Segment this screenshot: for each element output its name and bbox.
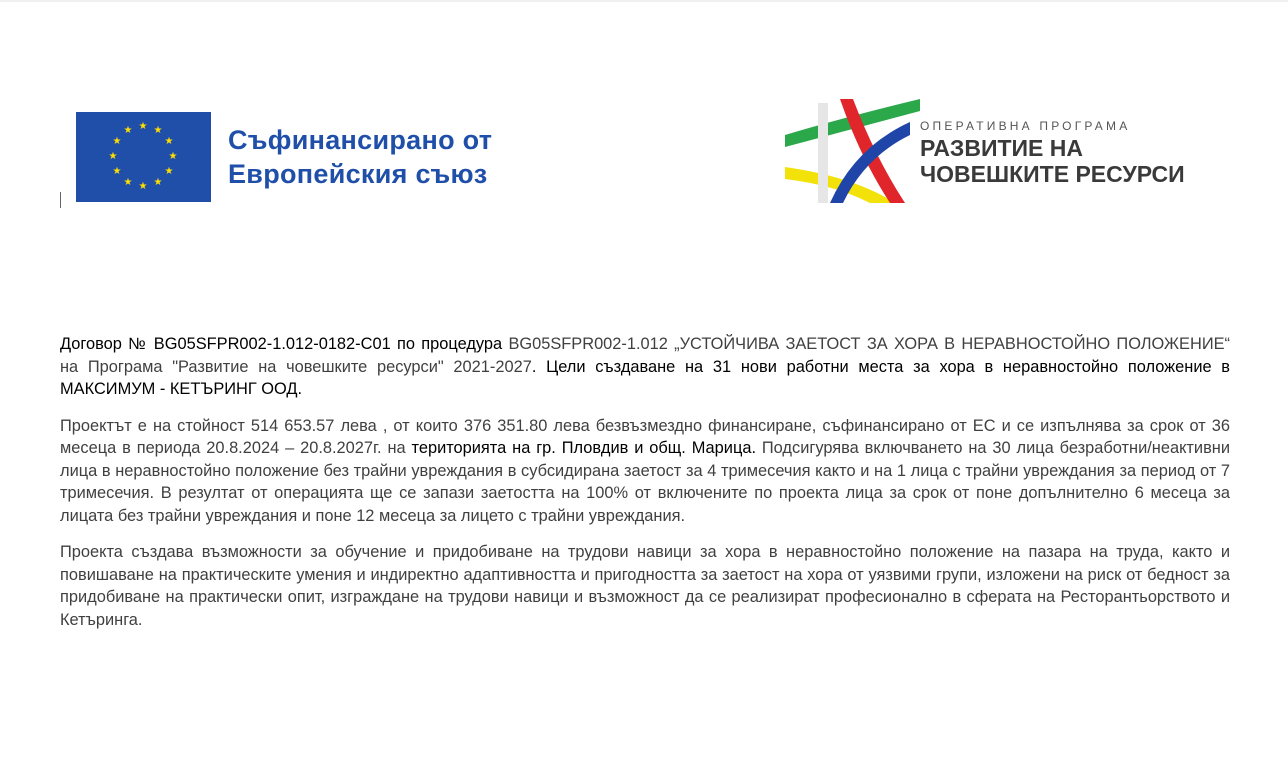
- top-border: [0, 0, 1288, 2]
- human-resources-programme-logo: [785, 97, 1205, 203]
- eu-star-icon: ★: [112, 136, 122, 147]
- project-description: [60, 333, 1230, 645]
- contract-paragraph: [60, 333, 1230, 401]
- eu-star-icon: ★: [153, 125, 163, 137]
- eu-star-icon: ★: [168, 151, 178, 162]
- eu-star-icon: ★: [153, 176, 163, 188]
- eu-star-icon: ★: [123, 176, 133, 188]
- eu-cofunded-logo: [76, 112, 492, 202]
- programme-logo-title: [920, 135, 1185, 187]
- eu-logo-line1: Съфинансирано от: [228, 125, 493, 155]
- eu-star-icon: ★: [138, 121, 148, 132]
- project-value-text: Проектът е на стойност 514 653.57 лева , от които 376 351.80 лева безвъзмездно финансиране, съфинансирано от ЕС и се изпълнява за срок от 36 месеца в периода 20.8.2024 – 20.8.2027г. на: [60, 416, 1230, 457]
- procedure-name: BG05SFPR002-1.012 „УСТОЙЧИВА ЗАЕТОСТ ЗА ХОРА В НЕРАВНОСТОЙНО ПОЛОЖЕНИЕ“ на Програма "Развитие на човешките ресурси" 2021-2027: [60, 335, 1230, 376]
- project-results-text: Подсигурява включването на 30 лица безработни/неактивни лица в неравностойно положение без трайни увреждания в субсидирана заетост за 4 тримесечия както и на 1 лица с трайни увреждания за период от 7 тримесечия. В резултат от операцията ще се запази заетостта на 100% от включените по проекта лица за срок от поне допълнително 6 месеца за лицата без трайни увреждания и поне 12 месеца за лицето с трайни увреждания.: [60, 439, 1230, 525]
- contract-number: Договор № BG05SFPR002-1.012-0182-C01 по процедура: [60, 335, 509, 353]
- text-cursor: [60, 192, 61, 208]
- eu-star-icon: ★: [123, 125, 133, 137]
- programme-logo-line1: РАЗВИТИЕ НА: [920, 135, 1084, 161]
- eu-star-icon: ★: [108, 151, 118, 162]
- programme-emblem-icon: [785, 97, 920, 203]
- eu-star-icon: ★: [164, 136, 174, 147]
- eu-logo-line2: Европейския съюз: [228, 159, 488, 189]
- project-goal: . Цели създаване на 31 нови работни места за хора в неравностойно положение в МАКСИМУМ - КЕТЪРИНГ ООД.: [60, 357, 1231, 398]
- eu-star-icon: ★: [112, 166, 122, 177]
- eu-star-icon: ★: [138, 181, 148, 192]
- project-value-paragraph: [60, 415, 1230, 528]
- project-opportunities-paragraph: Проекта създава възможности за обучение и придобиване на трудови навици за хора в неравностойно положение на пазара на труда, както и повишаване на практическите умения и индиректно адаптивността и пригодността за заетост на хора от уязвими групи, изложени на риск от бедност за придобиване на практически опит, изграждане на трудови навици и възможност да се реализират професионално в сферата на Ресторантьорството и Кетъринга.: [60, 543, 1230, 629]
- programme-logo-subtitle: ОПЕРАТИВНА ПРОГРАМА: [920, 119, 1131, 133]
- project-territory: територията на гр. Пловдив и общ. Марица.: [411, 439, 756, 457]
- eu-star-icon: ★: [164, 166, 174, 177]
- eu-logo-text: [228, 123, 492, 191]
- programme-logo-line2: ЧОВЕШКИТЕ РЕСУРСИ: [920, 161, 1185, 187]
- eu-flag-icon: [76, 112, 211, 202]
